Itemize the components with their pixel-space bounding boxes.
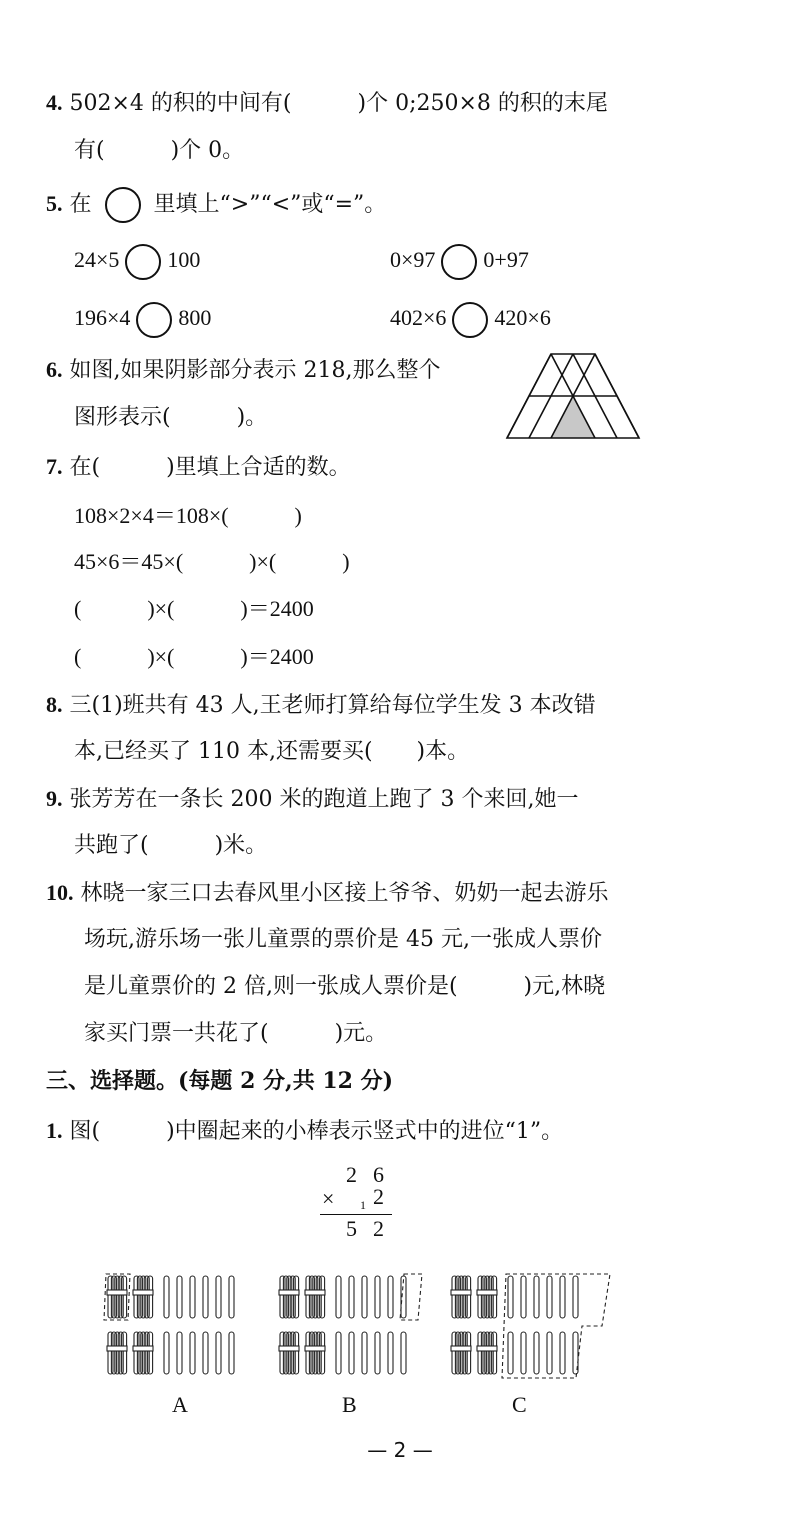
stick	[118, 1276, 123, 1318]
stick-bundle	[279, 1332, 299, 1374]
q7-eq1: 108×2×4＝108×( )	[74, 503, 302, 528]
dashed-circle-mark	[400, 1274, 422, 1320]
stick	[362, 1332, 367, 1374]
result-digit: 5	[346, 1216, 357, 1241]
stick	[190, 1332, 195, 1374]
option-a-label[interactable]: A	[172, 1392, 188, 1417]
stick	[313, 1276, 318, 1318]
stick	[108, 1332, 113, 1374]
q5-item-left: 0×97	[390, 247, 436, 273]
stick	[203, 1276, 208, 1318]
stick	[521, 1332, 526, 1374]
stick	[320, 1332, 325, 1374]
stick	[455, 1276, 460, 1318]
multiplier-digit: 2	[373, 1184, 384, 1209]
stick	[118, 1332, 123, 1374]
stick	[488, 1332, 493, 1374]
answer-circle[interactable]	[452, 302, 488, 338]
stick	[229, 1332, 234, 1374]
q5-item-left: 402×6	[390, 305, 447, 331]
stick	[336, 1332, 341, 1374]
dashed-circle-mark	[502, 1274, 610, 1378]
stick	[560, 1276, 565, 1318]
stick	[306, 1332, 311, 1374]
q8-text-line2: 本,已经买了 110 本,还需要买( )本。	[74, 739, 470, 764]
q4-line2	[74, 136, 244, 166]
bundle-band	[451, 1346, 471, 1351]
stick	[134, 1276, 139, 1318]
stick	[455, 1332, 460, 1374]
top-digit: 6	[373, 1162, 384, 1187]
s3q1-number: 1.	[46, 1118, 63, 1143]
stick-bundle	[477, 1332, 497, 1374]
stick	[573, 1276, 578, 1318]
stick-bundle	[107, 1276, 127, 1318]
q5-item-right: 800	[178, 305, 212, 331]
stick	[137, 1332, 142, 1374]
q10-line2	[84, 925, 602, 955]
page-number: — 2 —	[367, 1438, 433, 1462]
q5-item-2	[390, 244, 529, 280]
q5-number: 5.	[46, 191, 63, 216]
stick	[481, 1276, 486, 1318]
stick-figure-a[interactable]	[100, 1272, 260, 1384]
stick-bundle	[133, 1276, 153, 1318]
q9-text-line2: 共跑了( )米。	[74, 833, 268, 858]
stick-bundle	[305, 1276, 325, 1318]
top-digit: 2	[346, 1162, 357, 1187]
s3q1-line	[46, 1116, 563, 1147]
stick	[316, 1276, 321, 1318]
stick	[115, 1332, 120, 1374]
stick	[280, 1276, 285, 1318]
q5-item-left: 196×4	[74, 305, 131, 331]
stick	[534, 1276, 539, 1318]
stick	[216, 1276, 221, 1318]
stick	[547, 1276, 552, 1318]
section3-title: 三、选择题。(每题 2 分,共 12 分)	[46, 1068, 394, 1094]
stick	[401, 1332, 406, 1374]
stick	[294, 1276, 299, 1318]
vertical-multiplication	[318, 1160, 398, 1240]
bundle-band	[305, 1346, 325, 1351]
stick	[111, 1276, 116, 1318]
q10-line3	[84, 972, 605, 1002]
q10-line1	[46, 878, 609, 909]
stick	[309, 1276, 314, 1318]
stick	[144, 1276, 149, 1318]
stick	[134, 1332, 139, 1374]
stick-figure-c[interactable]	[444, 1272, 624, 1384]
q4-line1	[46, 88, 608, 119]
stick	[320, 1276, 325, 1318]
q7-number: 7.	[46, 454, 63, 479]
q10-line4	[84, 1019, 387, 1049]
stick	[388, 1332, 393, 1374]
stick	[290, 1276, 295, 1318]
stick	[485, 1332, 490, 1374]
stick	[452, 1276, 457, 1318]
multiply-sign: ×	[322, 1186, 335, 1211]
q9-number: 9.	[46, 786, 63, 811]
q5-item-3	[74, 302, 211, 338]
stick	[148, 1332, 153, 1374]
stick	[313, 1332, 318, 1374]
stick	[375, 1332, 380, 1374]
q10-text-line1: 林晓一家三口去春风里小区接上爷爷、奶奶一起去游乐	[80, 881, 609, 906]
stick	[177, 1332, 182, 1374]
option-c-label[interactable]: C	[512, 1392, 527, 1417]
stick-figure-b[interactable]	[272, 1272, 432, 1384]
stick	[137, 1276, 142, 1318]
stick	[547, 1332, 552, 1374]
stick	[306, 1276, 311, 1318]
stick	[122, 1332, 127, 1374]
q10-number: 10.	[46, 880, 74, 905]
stick	[492, 1276, 497, 1318]
stick	[115, 1276, 120, 1318]
bundle-band	[305, 1290, 325, 1295]
stick	[216, 1332, 221, 1374]
q6-text-line2: 图形表示( )。	[74, 405, 268, 430]
stick	[287, 1276, 292, 1318]
q9-line2	[74, 831, 267, 861]
stick	[190, 1276, 195, 1318]
stick	[534, 1332, 539, 1374]
stick-bundle	[477, 1276, 497, 1318]
answer-circle[interactable]	[136, 302, 172, 338]
stick	[349, 1332, 354, 1374]
bundle-band	[133, 1290, 153, 1295]
stick	[280, 1332, 285, 1374]
trapezoid-triangle-figure	[500, 352, 646, 440]
stick	[485, 1276, 490, 1318]
q5-item-4	[390, 302, 551, 338]
compare-circle-icon	[105, 187, 141, 223]
stick	[164, 1332, 169, 1374]
stick	[362, 1276, 367, 1318]
stick-bundle	[107, 1332, 127, 1374]
carry-digit: 1	[360, 1198, 366, 1212]
stick-bundle	[133, 1332, 153, 1374]
result-line	[320, 1214, 392, 1215]
q8-number: 8.	[46, 692, 63, 717]
q4-text-line2: 有( )个 0。	[74, 138, 245, 163]
q5-item-right: 0+97	[483, 247, 529, 273]
shaded-triangle	[551, 396, 595, 438]
stick	[466, 1276, 471, 1318]
bundle-band	[477, 1290, 497, 1295]
result-digit: 2	[373, 1216, 384, 1241]
stick	[283, 1276, 288, 1318]
stick-bundle	[451, 1276, 471, 1318]
q4-text-line1: 502×4 的积的中间有( )个 0;250×8 的积的末尾	[69, 91, 608, 116]
bundle-band	[133, 1346, 153, 1351]
bundle-band	[107, 1346, 127, 1351]
stick	[508, 1332, 513, 1374]
stick	[177, 1276, 182, 1318]
bundle-band	[477, 1346, 497, 1351]
stick-bundle	[451, 1332, 471, 1374]
q5-text-a: 在	[69, 192, 92, 217]
stick	[203, 1332, 208, 1374]
q7-line1	[46, 452, 351, 483]
stick	[122, 1276, 127, 1318]
q6-line2	[74, 403, 267, 433]
stick	[141, 1276, 146, 1318]
stick	[108, 1276, 113, 1318]
q9-text-line1: 张芳芳在一条长 200 米的跑道上跑了 3 个来回,她一	[69, 787, 579, 812]
q8-text-line1: 三(1)班共有 43 人,王老师打算给每位学生发 3 本改错	[69, 693, 596, 718]
q5-item-right: 420×6	[494, 305, 551, 331]
q7-eq3: ( )×( )＝2400	[74, 596, 314, 621]
stick-bundle	[305, 1332, 325, 1374]
q6-line1	[46, 355, 440, 386]
stick	[459, 1276, 464, 1318]
stick	[164, 1276, 169, 1318]
stick	[141, 1332, 146, 1374]
s3q1-text: 图( )中圈起来的小棒表示竖式中的进位“1”。	[69, 1119, 564, 1144]
stick	[388, 1276, 393, 1318]
q10-text-line3: 是儿童票价的 2 倍,则一张成人票价是( )元,林晓	[84, 974, 606, 999]
stick	[481, 1332, 486, 1374]
stick	[283, 1332, 288, 1374]
q7-eq2: 45×6＝45×( )×( )	[74, 549, 350, 574]
stick-bundle	[279, 1276, 299, 1318]
stick	[309, 1332, 314, 1374]
bundle-band	[451, 1290, 471, 1295]
bundle-band	[279, 1290, 299, 1295]
stick	[144, 1332, 149, 1374]
q4-number: 4.	[46, 90, 63, 115]
q5-item-1	[74, 244, 200, 280]
stick	[375, 1276, 380, 1318]
option-b-label[interactable]: B	[342, 1392, 357, 1417]
stick	[462, 1276, 467, 1318]
stick	[488, 1276, 493, 1318]
stick	[349, 1276, 354, 1318]
q10-text-line4: 家买门票一共花了( )元。	[84, 1021, 388, 1046]
stick	[229, 1276, 234, 1318]
q7-text-line1: 在( )里填上合适的数。	[69, 455, 351, 480]
stick	[478, 1276, 483, 1318]
bundle-band	[107, 1290, 127, 1295]
stick	[478, 1332, 483, 1374]
stick	[336, 1276, 341, 1318]
q8-line1	[46, 690, 596, 721]
answer-circle[interactable]	[441, 244, 477, 280]
q6-text-line1: 如图,如果阴影部分表示 218,那么整个	[69, 358, 441, 383]
stick	[290, 1332, 295, 1374]
q8-line2	[74, 737, 469, 767]
stick	[316, 1332, 321, 1374]
stick	[466, 1332, 471, 1374]
stick	[452, 1332, 457, 1374]
stick	[508, 1276, 513, 1318]
q10-text-line2: 场玩,游乐场一张儿童票的票价是 45 元,一张成人票价	[84, 927, 602, 952]
stick	[560, 1332, 565, 1374]
q9-line1	[46, 784, 578, 815]
bundle-band	[279, 1346, 299, 1351]
q7-eq4: ( )×( )＝2400	[74, 644, 314, 669]
q5-item-left: 24×5	[74, 247, 120, 273]
stick	[492, 1332, 497, 1374]
stick	[462, 1332, 467, 1374]
stick	[459, 1332, 464, 1374]
stick	[111, 1332, 116, 1374]
q5-text-b: 里填上“>”“<”或“=”。	[153, 192, 387, 217]
stick	[294, 1332, 299, 1374]
q5-line1	[46, 187, 386, 223]
stick	[287, 1332, 292, 1374]
stick	[148, 1276, 153, 1318]
stick	[521, 1276, 526, 1318]
q5-item-right: 100	[167, 247, 201, 273]
answer-circle[interactable]	[125, 244, 161, 280]
q6-number: 6.	[46, 357, 63, 382]
